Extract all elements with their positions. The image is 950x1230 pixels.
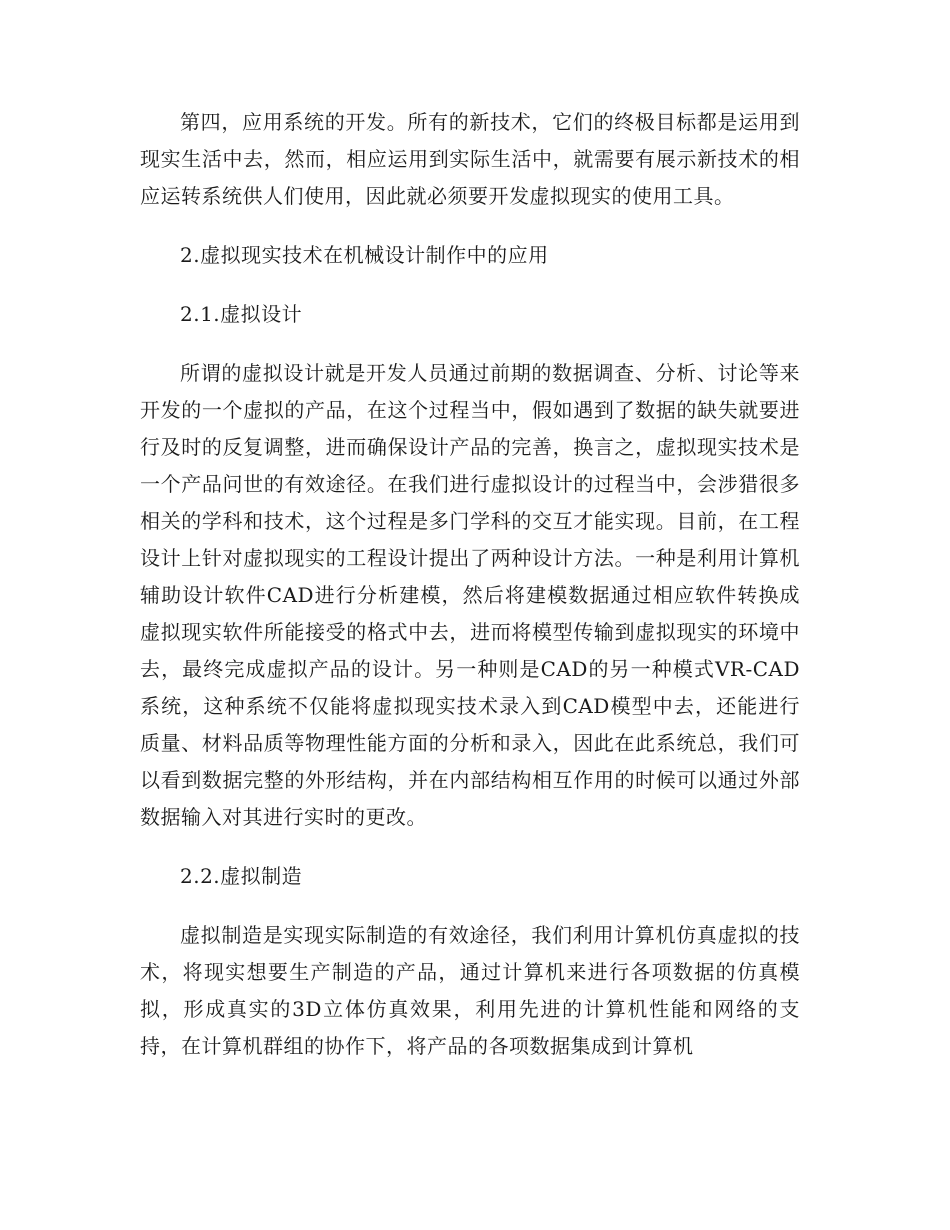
subsection-heading-virtual-design: 2.1.虚拟设计 <box>180 302 303 326</box>
paragraph-virtual-design: 所谓的虚拟设计就是开发人员通过前期的数据调查、分析、讨论等来开发的一个虚拟的产品，在这个过程当中，假如遇到了数据的缺失就要进行及时的反复调整，进而确保设计产品的完善，换言之，虚拟现实技术是一个产品问世的有效途径。在我们进行虚拟设计的过程当中，会涉猎很多相关的学科和技术，这个过程是多门学科的交互才能实现。目前，在工程设计上针对虚拟现实的工程设计提出了两种设计方法。一种是利用计算机辅助设计软件CAD进行分析建模，然后将建模数据通过相应软件转换成虚拟现实软件所能接受的格式中去，进而将模型传输到虚拟现实的环境中去，最终完成虚拟产品的设计。另一种则是CAD的另一种模式VR-CAD系统，这种系统不仅能将虚拟现实技术录入到CAD模型中去，还能进行质量、材料品质等物理性能方面的分析和录入，因此在此系统总，我们可以看到数据完整的外形结构，并在内部结构相互作用的时候可以通过外部数据输入对其进行实时的更改。 <box>140 361 800 829</box>
paragraph-gap <box>140 836 800 858</box>
paragraph-gap <box>140 895 800 917</box>
paragraph-gap <box>140 274 800 296</box>
paragraph-gap <box>140 333 800 355</box>
paragraph-virtual-manufacturing: 虚拟制造是实现实际制造的有效途径，我们利用计算机仿真虚拟的技术，将现实想要生产制造的产品，通过计算机来进行各项数据的仿真模拟，形成真实的3D立体仿真效果，利用先进的计算机性能和网络的支持，在计算机群组的协作下，将产品的各项数据集成到计算机 <box>140 923 800 1058</box>
section-heading-vr-in-mechanical-design: 2.虚拟现实技术在机械设计制作中的应用 <box>180 243 549 267</box>
paragraph-application-system: 第四，应用系统的开发。所有的新技术，它们的终极目标都是运用到现实生活中去，然而，相应运用到实际生活中，就需要有展示新技术的相应运转系统供人们使用，因此就必须要开发虚拟现实的使用工具。 <box>140 110 800 208</box>
subsection-heading-virtual-manufacturing: 2.2.虚拟制造 <box>180 864 303 888</box>
paragraph-gap <box>140 215 800 237</box>
document-body <box>140 104 800 1065</box>
